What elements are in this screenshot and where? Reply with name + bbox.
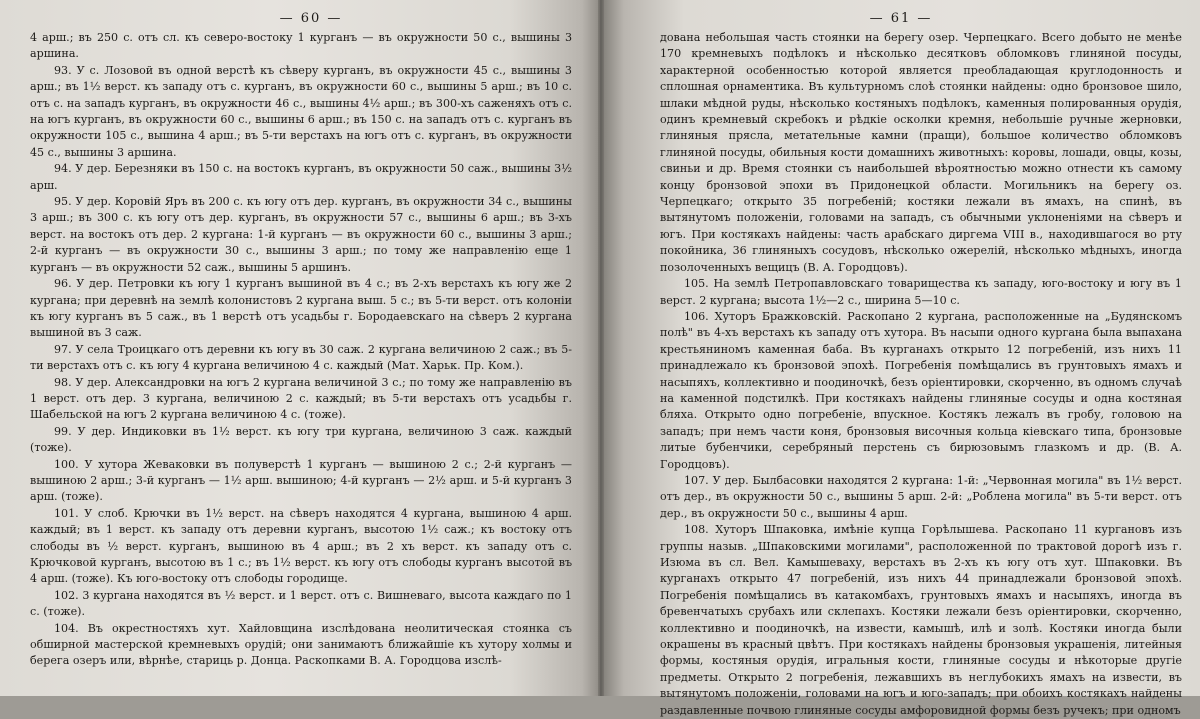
paragraph: 100. У хутора Жеваковки въ полуверстѣ 1 курганъ — вышиною 2 с.; 2-й курганъ — вышиною 2 арш.; 3-й курганъ — 1½ арш. вышиною; 4-й курганъ — 2½ арш. и 5-й курганъ 3 арш. (тоже). <box>30 457 572 504</box>
paragraph: 108. Хуторъ Шпаковка, имѣніе купца Горѣлышева. Раскопано 11 кургановъ изъ группы назыв. „Шпаковскими могилами", расположенной по трактовой дорогѣ изъ г. Изюма въ сл. Вел. Камышеваху, верстахъ въ 2-хъ къ югу отъ хут. Шпаковки. Въ курганахъ открыто 47 погребеній, изъ нихъ 44 принадлежали бронзовой эпохѣ. Погребенія помѣщались въ катакомбахъ, грунтовыхъ ямахъ и насыпяхъ, иногда въ бревенчатыхъ срубахъ или склепахъ. Костяки лежали безъ оріентировки, скорченно, коллективно и поодиночкѣ, на извести, камышѣ, илѣ и золѣ. Костяки иногда были окрашены въ красный цвѣтъ. При костякахъ найдены бронзовыя украшенія, литейныя формы, костяныя орудія, игральныя кости, глиняные сосуды и нѣкоторые другіе предметы. Открыто 2 погребенія, лежавшихъ въ неглубокихъ ямахъ на извести, въ вытянутомъ положеніи, головами на югъ и юго-западъ; при обоихъ костякахъ найдены раздавленные почвою глиняные сосуды амфоровидной формы безъ ручекъ; при одномъ <box>660 523 1182 717</box>
paragraph: дована небольшая часть стоянки на берегу озер. Черпецкаго. Всего добыто не менѣе 170 кремневыхъ подѣлокъ и нѣсколько десятковъ обломковъ глиняной посуды, характерной особенностью которой является преобладающая круглодонность и сплошная орнаментика. Въ культурномъ слоѣ стоянки найдены: одно бронзовое шило, шлаки мѣдной руды, нѣсколько костяныхъ подѣлокъ, каменныя полированныя орудія, одинъ кремневый скребокъ и рѣдкіе осколки кремня, небольшіе ручные жерновки, глиняныя прясла, метательные камни (пращи), большое количество обломковъ глиняной посуды, обильныя кости домашнихъ животныхъ: коровы, лошади, овцы, козы, свиньи и др. Время стоянки съ наибольшей вѣроятностью можно отнести къ самому концу бронзовой эпохи въ Придонецкой области. Могильникъ на берегу оз. Черпецкаго; открыто 35 погребеній; костяки лежали въ ямахъ, на спинѣ, въ вытянутомъ положеніи, головами на западъ, съ обычными уклоненіями на сѣверъ и югъ. При костякахъ найдены: часть арабскаго диргема VIII в., находившагося во рту покойника, 36 глиняныхъ сосудовъ, нѣсколько ожерелій, нѣсколько мѣдныхъ, иногда позолоченныхъ вещицъ (В. А. Городцовъ). <box>660 31 1182 274</box>
paragraph: 107. У дер. Былбасовки находятся 2 кургана: 1-й: „Червонная могила" въ 1½ верст. отъ дер., въ окружности 50 с., вышины 5 арш. 2-й: „Роблена могила" въ 5-ти верст. отъ дер., въ окружности 50 с., вышины 4 арш. <box>660 473 1182 520</box>
paragraph: 104. Въ окрестностяхъ хут. Хайловщина изслѣдована неолитическая стоянка съ обширной мастерской кремневыхъ орудій; они занимаютъ ближайшіе къ хутору холмы и берега озеръ или, вѣрнѣе, стариць р. Донца. Раскопками В. А. Городцова изслѣ- <box>30 621 572 668</box>
paragraph: 106. Хуторъ Бражковскій. Раскопано 2 кургана, расположенные на „Будянскомъ полѣ" въ 4-хъ верстахъ къ западу отъ хутора. Въ насыпи одного кургана была выпахана крестьяниномъ каменная баба. Въ курганахъ открыто 12 погребеній, изъ нихъ 11 принадлежало къ бронзовой эпохѣ. Погребенія помѣщались въ грунтовыхъ ямахъ и насыпяхъ, коллективно и поодиночкѣ, безъ оріентировки, скорченно, въ одномъ случаѣ на каменной подстилкѣ. При костякахъ найдены глиняные сосуды и одна костяная бляха. Открыто одно погребеніе, впускное. Костякъ лежалъ въ гробу, головою на западъ; при немъ части коня, бронзовыя височныя кольца кіевскаго типа, бронзовые литые бубенчики, серебряный перстень съ бирюзовымъ глазкомъ и др. (В. А. Городцовъ). <box>660 309 1182 471</box>
right-page <box>600 0 1200 717</box>
paragraph: 101. У слоб. Крючки въ 1½ верст. на сѣверъ находятся 4 кургана, вышиною 4 арш. каждый; въ 1 верст. къ западу отъ деревни курганъ, высотою 1½ саж.; къ востоку отъ слободы въ ½ верст. курганъ, вышиною въ 4 арш.; въ 2 хъ верст. къ западу отъ с. Крючковой курганъ, высотою въ 1 с.; въ 1½ верст. къ югу отъ слободы курганъ высотой въ 4 арш. (тоже). Къ юго-востоку отъ слободы городище. <box>30 506 572 586</box>
paragraph: 98. У дер. Александровки на югъ 2 кургана величиной 3 с.; по тому же направленію въ 1 верст. отъ дер. 3 кургана, величиною 2 с. каждый; въ 5-ти верстахъ отъ усадьбы г. Шабельской на югъ 2 кургана величиною 4 с. (тоже). <box>30 375 572 422</box>
left-page <box>0 0 600 696</box>
paragraph: 94. У дер. Березняки въ 150 с. на востокъ курганъ, въ окружности 50 саж., вышины 3½ арш. <box>30 162 572 192</box>
paragraph: 95. У дер. Коровій Яръ въ 200 с. къ югу отъ дер. курганъ, въ окружности 34 с., вышины 3 арш.; въ 300 с. къ югу отъ дер. курганъ, въ окружности 57 с., вышины 6 арш.; въ 3-хъ верст. на востокъ отъ дер. 2 кургана: 1-й курганъ — въ окружности 60 с., вышины 3 арш.; 2-й курганъ — въ окружности 30 с., вышины 3 арш.; по тому же направленію еще 1 курганъ — въ окружности 52 саж., вышины 5 аршинъ. <box>30 195 572 274</box>
paragraph: 102. 3 кургана находятся въ ½ верст. и 1 верст. отъ с. Вишневаго, высота каждаго по 1 с. (тоже). <box>30 588 572 619</box>
page-number: — 60 — <box>279 11 343 26</box>
page-text <box>30 30 572 670</box>
paragraph: 105. На землѣ Петропавловскаго товарищества къ западу, юго-востоку и югу въ 1 верст. 2 кургана; высота 1½—2 с., ширина 5—10 с. <box>660 277 1182 307</box>
paragraph: 99. У дер. Индиковки въ 1½ верст. къ югу три кургана, величиною 3 саж. каждый (тоже). <box>30 424 572 455</box>
paragraph: 4 арш.; въ 250 с. отъ сл. къ северо-востоку 1 курганъ — въ окружности 50 с., вышины 3 аршина. <box>30 31 572 61</box>
page-text <box>660 30 1182 719</box>
book-gutter <box>598 0 604 696</box>
paragraph: 93. У с. Лозовой въ одной верстѣ къ сѣверу курганъ, въ окружности 45 с., вышины 3 арш.; въ 1½ верст. къ западу отъ с. курганъ, въ окружности 60 с., вышины 5 арш.; въ 10 с. отъ с. на западъ курганъ, въ окружности 46 с., вышины 4½ арш.; въ 300-хъ саженяхъ отъ с. на югъ курганъ, въ окружности 60 с., вышины 6 арш.; въ 150 с. на западъ отъ с. курганъ въ окружности 105 с., вышина 4 арш.; въ 5-ти верстахъ на югъ отъ с. курганъ, въ окружности 45 с., вышины 3 аршина. <box>30 63 572 159</box>
page-number: — 61 — <box>869 11 933 26</box>
paragraph: 97. У села Троицкаго отъ деревни къ югу въ 30 саж. 2 кургана величиною 2 саж.; въ 5-ти верстахъ отъ с. къ югу 4 кургана величиною 4 с. каждый (Мат. Харьк. Пр. Ком.). <box>30 342 572 373</box>
paragraph: 96. У дер. Петровки къ югу 1 курганъ вышиной въ 4 с.; въ 2-хъ верстахъ къ югу же 2 кургана; при деревнѣ на землѣ колонистовъ 2 кургана выш. 5 с.; въ 5-ти верст. отъ колоніи къ югу курганъ въ 5 саж., въ 1 верстѣ отъ усадьбы г. Бородаевскаго на сѣверъ 2 кургана вышиной въ 3 саж. <box>30 277 572 340</box>
